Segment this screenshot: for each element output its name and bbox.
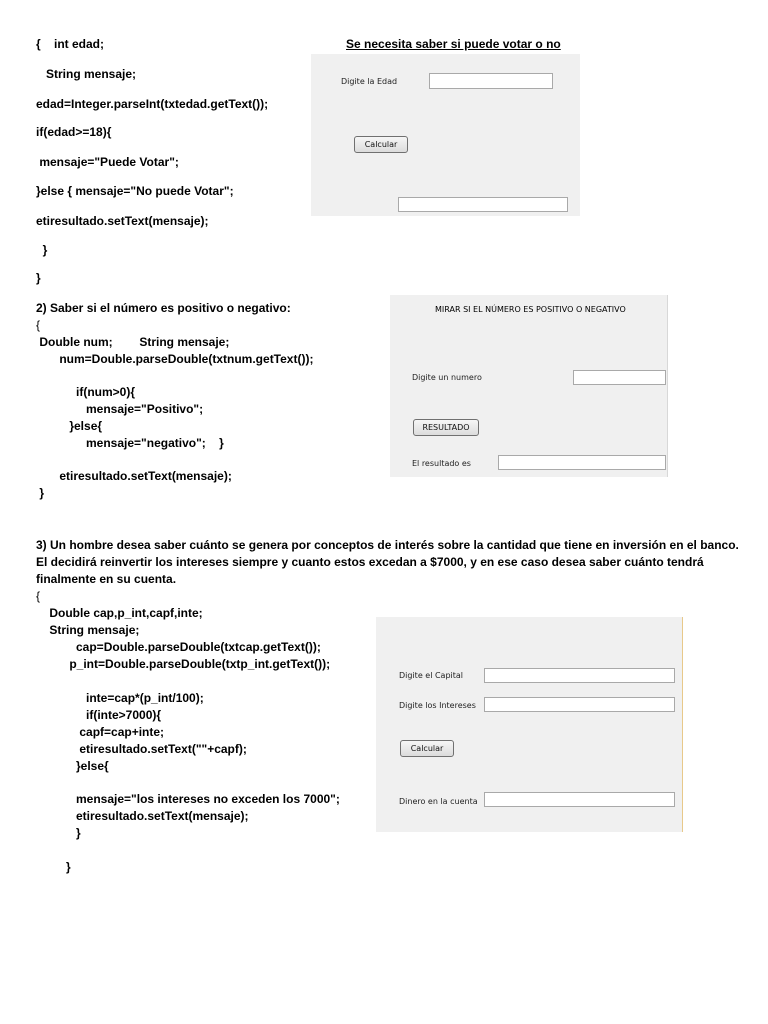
calcular-button[interactable]: Calcular [354,136,408,153]
dinero-output [484,792,675,807]
intereses-label: Digite los Intereses [399,701,476,710]
code-line: mensaje="Puede Votar"; [36,155,179,169]
code-line: mensaje="negativo"; } [36,436,224,450]
capital-input[interactable] [484,668,675,683]
code-line: etiresultado.setText(mensaje); [36,469,232,483]
panel-edge [682,617,683,832]
code-line: edad=Integer.parseInt(txtedad.getText()); [36,97,269,111]
code-line: num=Double.parseDouble(txtnum.getText()); [36,352,314,366]
code-line: }else { mensaje="No puede Votar"; [36,184,234,198]
edad-label: Digite la Edad [341,77,398,86]
code-line: }else{ [36,759,109,773]
code-line: { int edad; [36,37,105,51]
dinero-label: Dinero en la cuenta [399,797,478,806]
section-title: Se necesita saber si puede votar o no [346,37,561,51]
edad-input[interactable] [429,73,553,89]
problem-text: 3) Un hombre desea saber cuánto se genera por conceptos de interés sobre la cantidad que tiene en inversión en el banco. [36,538,739,552]
code-line: } [36,243,48,257]
code-line: } [36,486,45,500]
form-title: MIRAR SI EL NÚMERO ES POSITIVO O NEGATIVO [435,305,626,314]
intereses-input[interactable] [484,697,675,712]
code-line: etiresultado.setText(mensaje); [36,214,209,228]
code-line: } [36,860,71,874]
code-line: mensaje="Positivo"; [36,402,204,416]
code-line: inte=cap*(p_int/100); [36,691,204,705]
numero-input[interactable] [573,370,666,385]
code-line: } [36,271,41,285]
code-line: etiresultado.setText(mensaje); [36,809,249,823]
code-line: { [36,589,41,603]
code-line: if(num>0){ [36,385,136,399]
interest-form-panel [376,617,683,832]
voting-form-panel [311,54,580,216]
problem-text: El decidirá reinvertir los intereses siempre y cuanto estos excedan a $7000, y en ese caso desea saber cuánto tendrá [36,555,704,569]
sign-form-panel [390,295,668,477]
result-output [398,197,568,212]
resultado-label: El resultado es [412,459,471,468]
code-line: Double cap,p_int,capf,inte; [36,606,203,620]
code-line: capf=cap+inte; [36,725,165,739]
code-line: { [36,318,41,332]
resultado-output [498,455,666,470]
code-line: p_int=Double.parseDouble(txtp_int.getText()); [36,657,331,671]
section-heading: 2) Saber si el número es positivo o negativo: [36,301,291,315]
resultado-button[interactable]: RESULTADO [413,419,479,436]
problem-text: finalmente en su cuenta. [36,572,177,586]
code-line: }else{ [36,419,103,433]
code-line: String mensaje; [36,623,140,637]
panel-edge [667,295,668,477]
code-line: Double num; String mensaje; [36,335,230,349]
numero-label: Digite un numero [412,373,482,382]
code-line: String mensaje; [36,67,137,81]
calcular-button[interactable]: Calcular [400,740,454,757]
capital-label: Digite el Capital [399,671,464,680]
code-line: if(edad>=18){ [36,125,112,139]
code-line: cap=Double.parseDouble(txtcap.getText()); [36,640,321,654]
code-line: etiresultado.setText(""+capf); [36,742,247,756]
code-line: } [36,826,81,840]
code-line: mensaje="los intereses no exceden los 7000"; [36,792,340,806]
code-line: if(inte>7000){ [36,708,162,722]
